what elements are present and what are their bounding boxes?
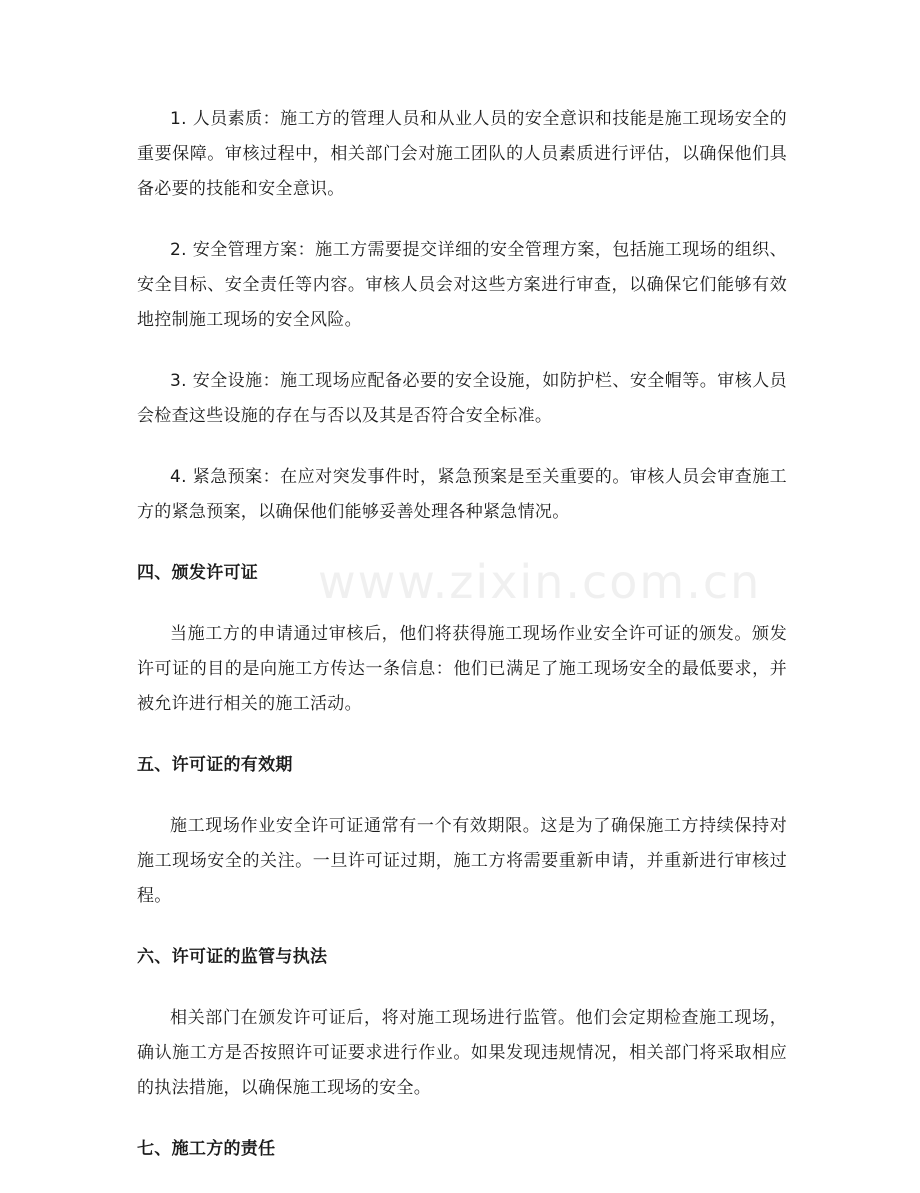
section-heading-contractor-responsibility: 七、施工方的责任 [137,1139,276,1159]
paragraph-emergency-plan: 4. 紧急预案：在应对突发事件时，紧急预案是至关重要的。审核人员会审查施工方的紧急预案，以确保他们能够妥善处理各种紧急情况。 [137,467,787,522]
paragraph-validity: 施工现场作业安全许可证通常有一个有效期限。这是为了确保施工方持续保持对施工现场安全的关注。一旦许可证过期，施工方将需要重新申请，并重新进行审核过程。 [137,816,787,906]
paragraph-personnel-quality: 1. 人员素质：施工方的管理人员和从业人员的安全意识和技能是施工现场安全的重要保障。审核过程中，相关部门会对施工团队的人员素质进行评估，以确保他们具备必要的技能和安全意识。 [137,109,787,199]
paragraph-supervision: 相关部门在颁发许可证后，将对施工现场进行监管。他们会定期检查施工现场，确认施工方是否按照许可证要求进行作业。如果发现违规情况，相关部门将采取相应的执法措施，以确保施工现场的安全。 [137,1008,787,1098]
section-heading-supervision: 六、许可证的监管与执法 [137,947,328,967]
section-heading-validity: 五、许可证的有效期 [137,755,293,775]
watermark-text: www.zixin.com.cn [318,555,762,609]
document-body [137,102,787,1193]
section-heading-issue-permit: 四、颁发许可证 [137,563,259,583]
paragraph-safety-facilities: 3. 安全设施：施工现场应配备必要的安全设施，如防护栏、安全帽等。审核人员会检查这些设施的存在与否以及其是否符合安全标准。 [137,371,787,426]
paragraph-safety-management-plan: 2. 安全管理方案：施工方需要提交详细的安全管理方案，包括施工现场的组织、安全目标、安全责任等内容。审核人员会对这些方案进行审查，以确保它们能够有效地控制施工现场的安全风险。 [137,240,787,330]
paragraph-issue-permit: 当施工方的申请通过审核后，他们将获得施工现场作业安全许可证的颁发。颁发许可证的目的是向施工方传达一条信息：他们已满足了施工现场安全的最低要求，并被允许进行相关的施工活动。 [137,624,787,714]
